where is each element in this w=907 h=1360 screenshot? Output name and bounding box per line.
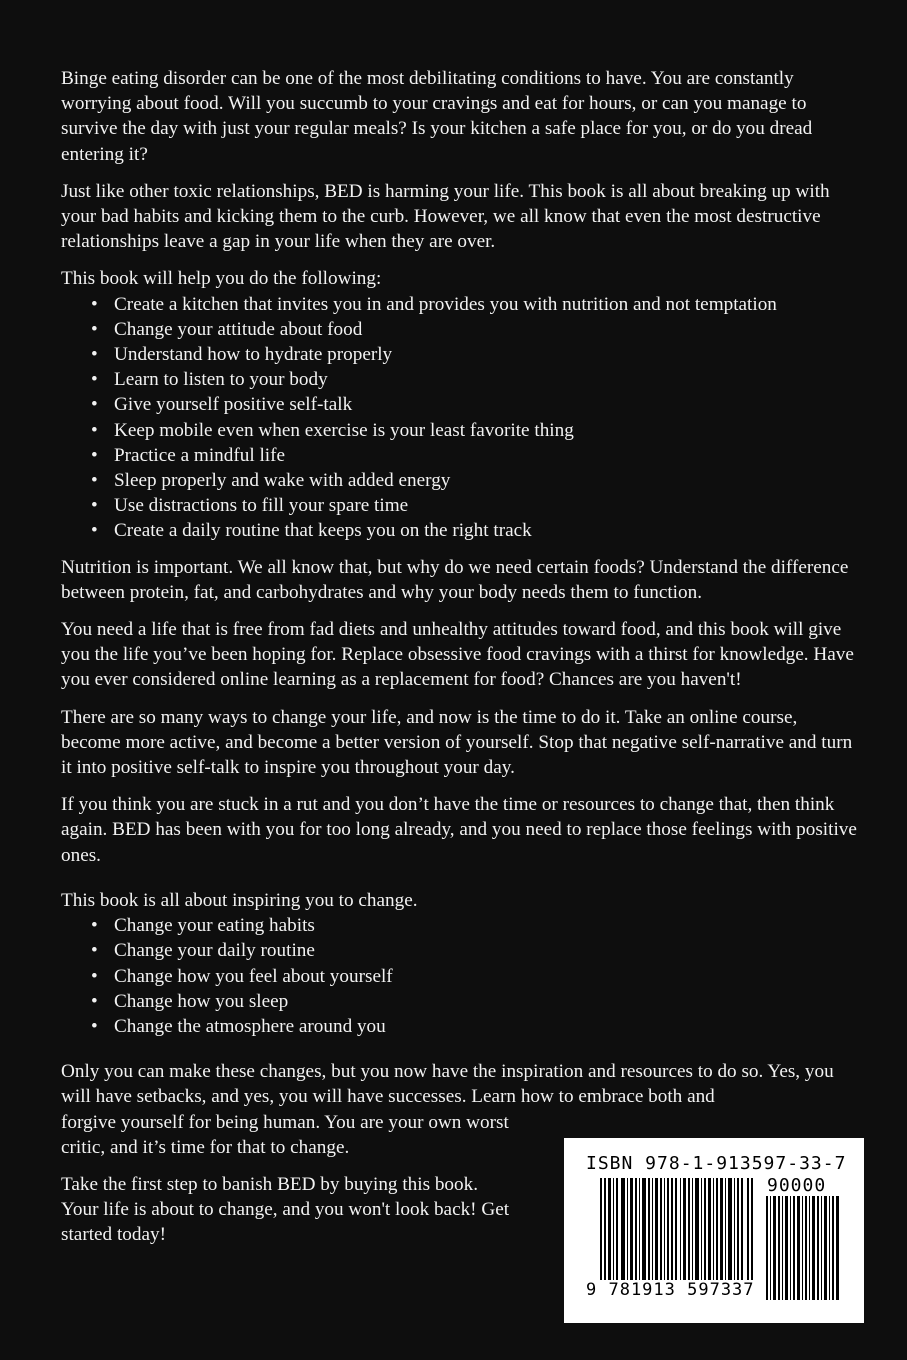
- isbn-barcode: [564, 1138, 864, 1323]
- list-item: • Learn to listen to your body: [114, 367, 861, 392]
- price-code: 90000: [767, 1175, 827, 1196]
- list-item: • Use distractions to fill your spare time: [114, 493, 861, 518]
- paragraph-forgive-yourself: forgive yourself for being human. You are your own worst critic, and it’s time for that to change.: [61, 1111, 509, 1158]
- list-item: • Create a daily routine that keeps you on the right track: [114, 518, 861, 543]
- list-item: • Understand how to hydrate properly: [114, 342, 861, 367]
- list-item: • Sleep properly and wake with added energy: [114, 468, 861, 493]
- change-list: [61, 913, 861, 1039]
- list-item: • Change your eating habits: [114, 913, 861, 938]
- list-item: • Change how you sleep: [114, 989, 861, 1014]
- addon-bars: [766, 1196, 840, 1300]
- list-item: • Change your daily routine: [114, 938, 861, 963]
- isbn-label: ISBN 978-1-913597-33-7: [586, 1153, 847, 1174]
- paragraph-toxic-relationship: Just like other toxic relationships, BED is harming your life. This book is all about breaking up with your bad habits and kicking them to the curb. However, we all know that even the most destructive relationships leave a gap in your life when they are over.: [61, 180, 830, 253]
- paragraph-fad-diets: You need a life that is free from fad diets and unhealthy attitudes toward food, and this book will give you the life you’ve been hoping for. Replace obsessive food cravings with a thirst for knowledge. Have you ever considered online learning as a replacement for food? Chances are you haven't!: [61, 619, 854, 691]
- paragraph-intro: Binge eating disorder can be one of the most debilitating conditions to have. You are constantly worrying about food. Will you succumb to your cravings and eat for hours, or can you manage to survive the day with just your regular meals? Is your kitchen a safe place for you, or do you dread entering it?: [61, 68, 813, 165]
- list-intro-help: This book will help you do the following:: [61, 268, 382, 290]
- list-intro-inspire: This book is all about inspiring you to change.: [61, 889, 418, 911]
- list-item: • Change how you feel about yourself: [114, 964, 861, 989]
- list-item: • Create a kitchen that invites you in and provides you with nutrition and not temptation: [114, 292, 861, 317]
- ean-digits: 9 781913 597337: [586, 1280, 755, 1300]
- back-cover-text: [61, 66, 861, 1260]
- list-item: • Change your attitude about food: [114, 317, 861, 342]
- benefits-list: [61, 292, 861, 544]
- list-item: • Give yourself positive self-talk: [114, 392, 861, 417]
- paragraph-nutrition: Nutrition is important. We all know that, but why do we need certain foods? Understand the difference between protein, fat, and carbohydrates and why your body needs them to function.: [61, 556, 849, 603]
- paragraph-make-changes: Only you can make these changes, but you now have the inspiration and resources to do so. Yes, you will have setbacks, and yes, you will have successes. Learn how to embrace both and: [61, 1061, 834, 1108]
- paragraph-change-life: There are so many ways to change your life, and now is the time to do it. Take an online course, become more active, and become a better version of yourself. Stop that negative self-narrative and turn it into positive self-talk to inspire you throughout your day.: [61, 706, 853, 779]
- paragraph-stuck-in-rut: If you think you are stuck in a rut and you don’t have the time or resources to change that, then think again. BED has been with you for too long already, and you need to replace those feelings with positive ones.: [61, 794, 857, 866]
- list-item: • Change the atmosphere around you: [114, 1014, 861, 1039]
- list-item: • Practice a mindful life: [114, 443, 861, 468]
- list-item: • Keep mobile even when exercise is your least favorite thing: [114, 418, 861, 443]
- paragraph-call-to-action: Take the first step to banish BED by buying this book. Your life is about to change, and you won't look back! Get started today!: [61, 1173, 510, 1246]
